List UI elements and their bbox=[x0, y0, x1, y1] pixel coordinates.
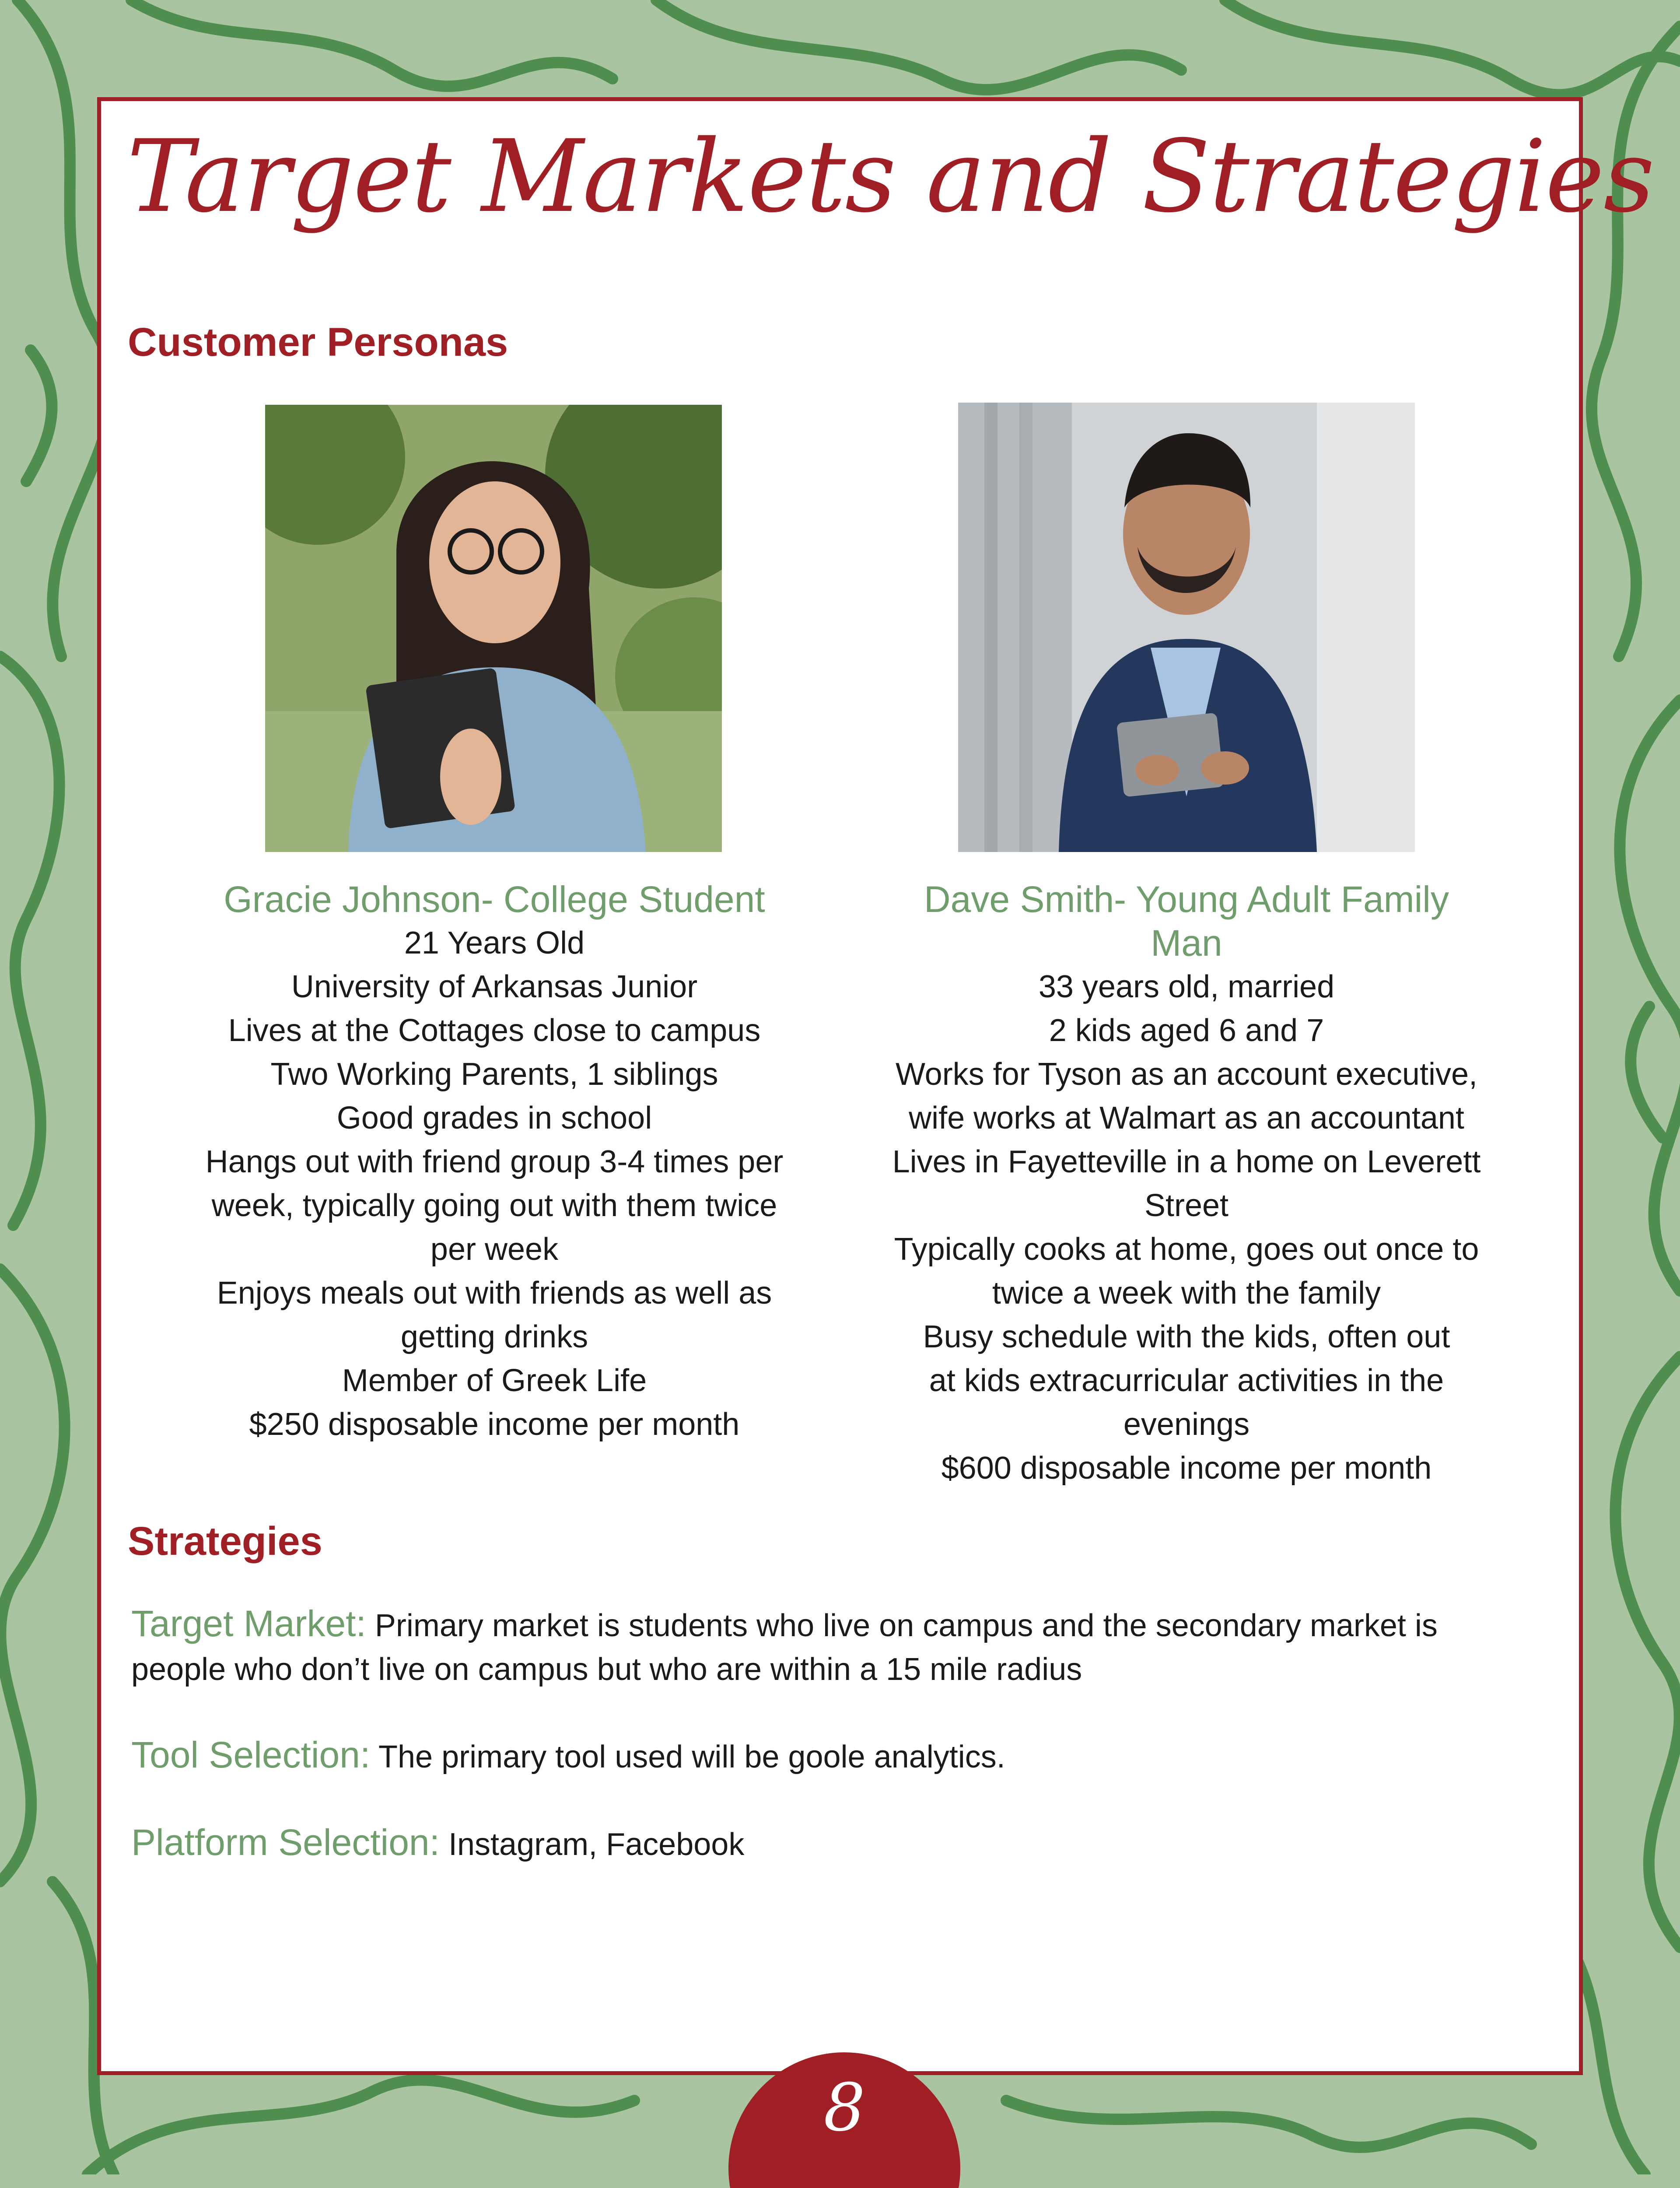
persona-detail: $250 disposable income per month bbox=[249, 1407, 740, 1442]
persona-detail: twice a week with the family bbox=[992, 1276, 1381, 1311]
strategy-text: Primary market is students who live on campus and the secondary market is people who don’t live on campus but who are within a 15 mile radius bbox=[131, 1608, 1438, 1687]
persona-detail: evenings bbox=[1123, 1407, 1250, 1442]
page-title: Target Markets and Strategies bbox=[127, 118, 1654, 235]
persona-detail: wife works at Walmart as an accountant bbox=[909, 1101, 1464, 1136]
persona-detail: Good grades in school bbox=[336, 1101, 652, 1136]
page-number: 8 bbox=[823, 2070, 865, 2146]
persona-photo-family-man bbox=[958, 403, 1415, 852]
persona-detail: Works for Tyson as an account executive, bbox=[896, 1057, 1477, 1092]
persona-detail: Hangs out with friend group 3-4 times per bbox=[205, 1144, 784, 1179]
persona-detail: Typically cooks at home, goes out once to bbox=[894, 1232, 1479, 1267]
strategy-platform-selection bbox=[131, 1820, 1531, 1866]
persona-detail: 21 Years Old bbox=[404, 926, 585, 961]
persona-detail: at kids extracurricular activities in the bbox=[929, 1363, 1444, 1398]
persona-detail: week, typically going out with them twice bbox=[211, 1188, 777, 1223]
persona-student bbox=[166, 877, 822, 1446]
persona-detail: getting drinks bbox=[400, 1319, 588, 1354]
persona-detail: Two Working Parents, 1 siblings bbox=[270, 1057, 718, 1092]
persona-detail: Enjoys meals out with friends as well as bbox=[217, 1276, 772, 1311]
strategy-label: Tool Selection: bbox=[131, 1734, 371, 1775]
persona-detail: University of Arkansas Junior bbox=[291, 969, 698, 1004]
persona-name: Dave Smith- Young Adult Family bbox=[924, 879, 1449, 920]
persona-detail: Street bbox=[1144, 1188, 1229, 1223]
persona-detail: per week bbox=[430, 1232, 559, 1267]
persona-detail: Lives at the Cottages close to campus bbox=[228, 1013, 761, 1048]
strategy-label: Target Market: bbox=[131, 1603, 366, 1644]
strategy-label: Platform Selection: bbox=[131, 1822, 440, 1863]
strategy-text: The primary tool used will be goole analytics. bbox=[370, 1739, 1005, 1774]
persona-detail: Lives in Fayetteville in a home on Leverett bbox=[892, 1144, 1481, 1179]
strategy-target-market bbox=[131, 1602, 1531, 1691]
persona-name-continued: Man bbox=[1151, 922, 1222, 964]
persona-family-man bbox=[858, 877, 1515, 1490]
persona-detail: $600 disposable income per month bbox=[941, 1451, 1432, 1486]
strategy-text: Instagram, Facebook bbox=[439, 1827, 745, 1862]
persona-name: Gracie Johnson- College Student bbox=[224, 879, 765, 920]
customer-personas-heading: Customer Personas bbox=[128, 320, 508, 365]
persona-detail: Member of Greek Life bbox=[342, 1363, 647, 1398]
persona-detail: Busy schedule with the kids, often out bbox=[923, 1319, 1450, 1354]
persona-detail: 33 years old, married bbox=[1038, 969, 1335, 1004]
persona-photo-student bbox=[265, 405, 722, 852]
strategies-heading: Strategies bbox=[128, 1519, 322, 1564]
persona-detail: 2 kids aged 6 and 7 bbox=[1049, 1013, 1324, 1048]
strategy-tool-selection bbox=[131, 1733, 1531, 1779]
